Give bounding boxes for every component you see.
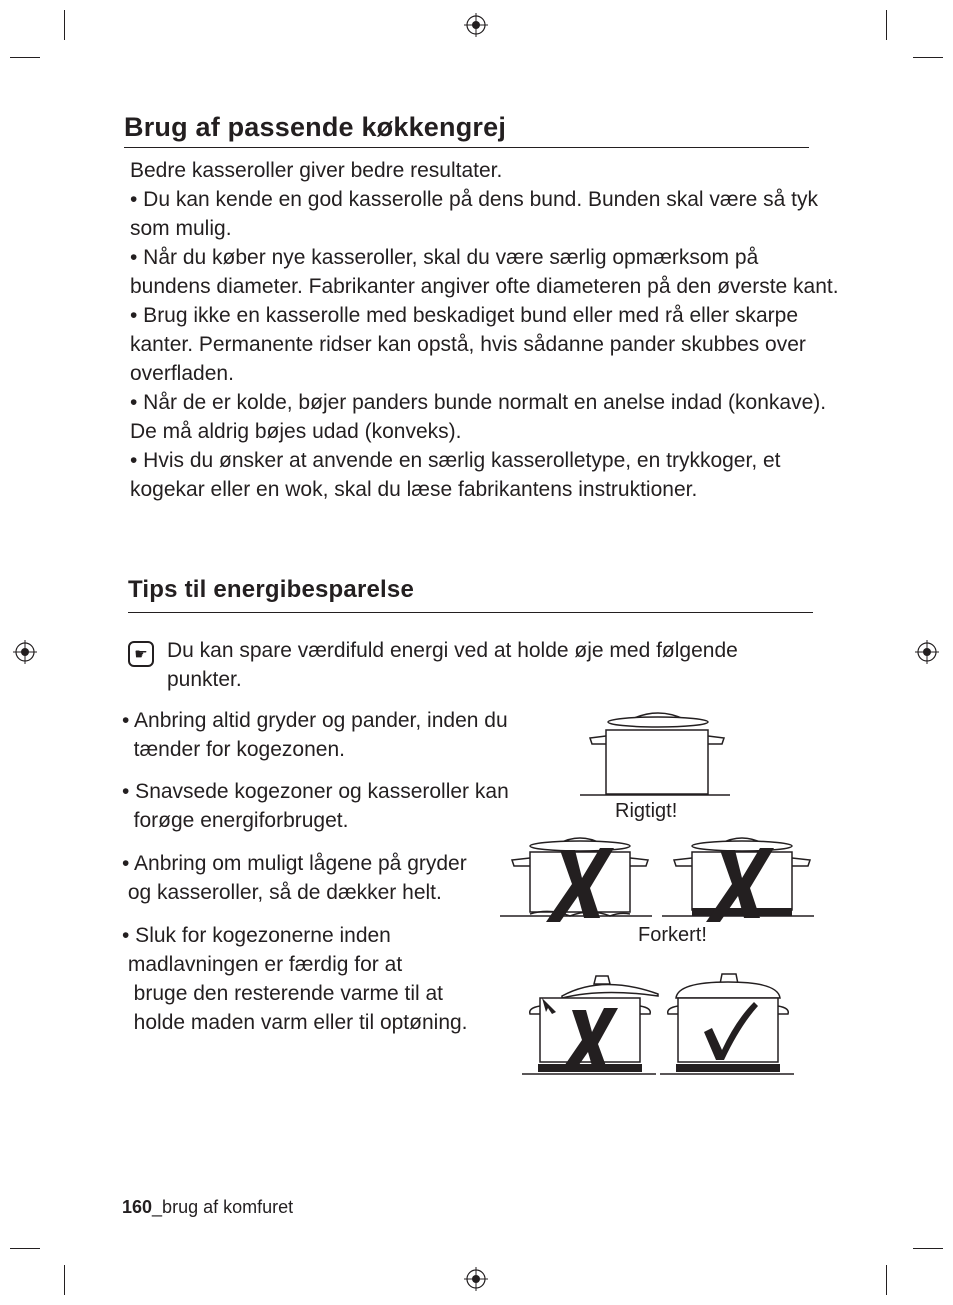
cookware-paragraph	[130, 156, 840, 504]
bullet-item: • Brug ikke en kasserolle med beskadiget bund eller med rå eller skarpe kanter. Permanente ridser kan opstå, hvis sådanne pander skubbes over overfladen.	[130, 304, 806, 385]
tip-line: • Anbring altid gryder og pander, inden du	[122, 709, 508, 732]
pot-wrong-illustration	[662, 830, 814, 922]
tip-item	[122, 706, 508, 764]
intro-line: Bedre kasseroller giver bedre resultater.	[130, 159, 503, 182]
crop-mark	[10, 57, 40, 58]
crop-mark	[886, 1265, 887, 1295]
page-footer	[122, 1197, 293, 1218]
tip-item	[122, 849, 467, 907]
bullet-item: • Når de er kolde, bøjer panders bunde normalt en anelse indad (konkave). De må aldrig bøjes udad (konveks).	[130, 391, 827, 443]
tip-line: holde maden varm eller til optøning.	[122, 1011, 468, 1034]
bullet-item: • Når du køber nye kasseroller, skal du være særlig opmærksom på bundens diameter. Fabrikanter angiver ofte diameteren på den øverste kant.	[130, 246, 839, 298]
label-correct: Rigtigt!	[615, 800, 678, 822]
crop-mark	[64, 10, 65, 40]
note-text: Du kan spare værdifuld energi ved at holde øje med følgende punkter.	[167, 639, 738, 691]
pot-wrong-illustration	[500, 830, 652, 922]
label-wrong: Forkert!	[638, 924, 707, 946]
registration-mark-icon	[463, 12, 489, 38]
registration-mark-icon	[463, 1266, 489, 1292]
crop-mark	[913, 1248, 943, 1249]
section-heading-cookware: Brug af passende køkkengrej	[124, 112, 809, 148]
crop-mark	[913, 57, 943, 58]
tip-line: bruge den resterende varme til at	[122, 982, 444, 1005]
tip-line: • Snavsede kogezoner og kasseroller kan	[122, 780, 509, 803]
tip-line: og kasseroller, så de dækker helt.	[122, 881, 442, 904]
tip-line: tænder for kogezonen.	[122, 738, 345, 761]
crop-mark	[10, 1248, 40, 1249]
pot-correct-illustration	[580, 708, 730, 800]
bullet-item: • Hvis du ønsker at anvende en særlig kasserolletype, en trykkoger, et kogekar eller en wok, skal du læse fabrikantens instruktioner.	[130, 449, 781, 501]
tip-line: forøge energiforbruget.	[122, 809, 349, 832]
crop-mark	[64, 1265, 65, 1295]
tip-line: • Anbring om muligt lågene på gryder	[122, 852, 467, 875]
tip-item	[122, 921, 468, 1037]
tip-line: • Sluk for kogezonerne inden	[122, 924, 391, 947]
registration-mark-icon	[12, 639, 38, 665]
section-heading-energy: Tips til energibesparelse	[128, 576, 813, 613]
bullet-item: • Du kan kende en god kasserolle på dens bund. Bunden skal være så tyk som mulig.	[130, 188, 818, 240]
crop-mark	[886, 10, 887, 40]
tip-line: madlavningen er færdig for at	[122, 953, 403, 976]
registration-mark-icon	[914, 639, 940, 665]
pointing-hand-icon: ☛	[128, 641, 154, 667]
tip-item	[122, 777, 509, 835]
pot-lid-wrong-illustration	[522, 968, 662, 1078]
pot-lid-correct-illustration	[660, 968, 794, 1078]
page-number: 160	[122, 1197, 153, 1217]
footer-section: _brug af komfuret	[152, 1197, 294, 1217]
